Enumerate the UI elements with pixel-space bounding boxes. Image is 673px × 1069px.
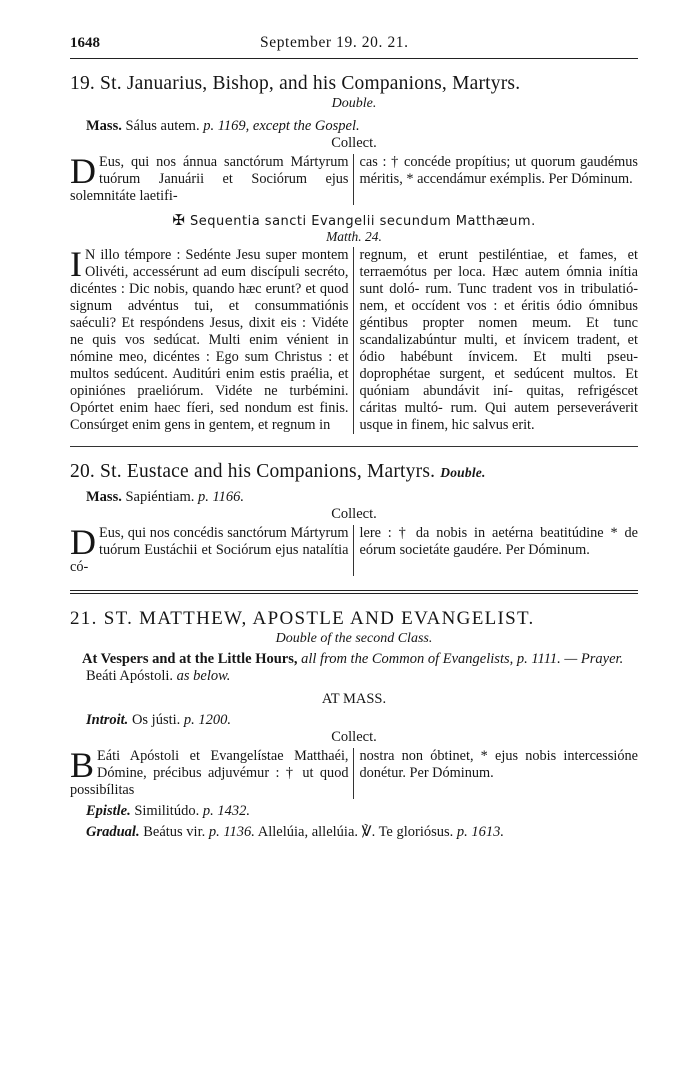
- vespers-note: all from the Common of Evangelists,: [301, 651, 514, 667]
- drop-cap: D: [70, 522, 96, 562]
- epistle-label: Epistle.: [86, 803, 131, 819]
- feast-title-21: 21. ST. MATTHEW, APOSTLE AND EVANGELIST.: [70, 608, 535, 629]
- collect-text-right: nostra non óbtinet, * ejus nobis intercessióne donétur. Per Dóminum.: [359, 748, 638, 781]
- collect-text-right: cas : † concéde propítius; ut quorum gaudémus méritis, * accendámur exémplis. Per Dóminum.: [359, 154, 638, 187]
- section-divider: [70, 446, 638, 447]
- feast-title-20: 20. St. Eustace and his Companions, Martyrs. Double.: [70, 461, 486, 482]
- prayer-label: Prayer.: [580, 651, 624, 667]
- feast-rank-20: Double.: [440, 465, 486, 480]
- vespers-page: p. 1111. —: [516, 651, 578, 667]
- page-number: 1648: [70, 35, 100, 51]
- double-divider: [70, 590, 638, 594]
- feast-rank-19: Double.: [331, 96, 377, 111]
- collect-heading-20: Collect.: [331, 506, 377, 522]
- feast-title-19: 19. St. Januarius, Bishop, and his Companions, Martyrs.: [70, 73, 521, 94]
- section-20: [70, 461, 638, 576]
- collect-21: [70, 745, 638, 799]
- collect-text-left: Eáti Apóstoli et Evangelístae Matthaéi, Dómine, précibus adjuvémur : † ut quod possibílitas: [70, 748, 349, 798]
- drop-cap: B: [70, 745, 95, 785]
- gradual-page: p. 1136.: [208, 824, 255, 840]
- mass-text: Sapiéntiam.: [125, 489, 195, 505]
- collect-heading-21: Collect.: [331, 729, 377, 745]
- introit-text: Os jústi.: [131, 712, 181, 728]
- prayer-text: Beáti Apóstoli.: [86, 668, 173, 684]
- running-title: September 19. 20. 21.: [260, 34, 409, 51]
- missal-page: [70, 34, 638, 841]
- collect-20: [70, 522, 638, 576]
- mass-text: Sálus autem.: [125, 118, 200, 134]
- collect-text-right: lere : † da nobis in aetérna beatitúdine * de eórum societáte gaudére. Per Dóminum.: [359, 525, 638, 558]
- mass-page: p. 1166.: [197, 489, 245, 505]
- gospel-heading: [70, 211, 638, 229]
- mass-label: Mass.: [86, 489, 122, 505]
- section-21: [70, 608, 638, 841]
- drop-cap: D: [70, 151, 96, 191]
- at-mass-heading: AT MASS.: [321, 691, 387, 707]
- collect-19: [70, 151, 638, 205]
- epistle-line: [70, 803, 638, 820]
- gospel-text-left: N illo témpore : Sedénte Jesu super montem Olivéti, accessérunt ad eum discípuli secréto, dicéntes : Dic nobis, quando hæc erunt? et quod signum advéntus tui, et consummatiónis saéculi? Et respóndens Jesus, dixit eis : Vidéte ne quis vos sedúcat. Multi enim vénient in nómine meo, dicéntes : Ego sum Christus : et multos sedúcent. Auditúri enim estis praélia, et opiniónes praeliórum. Vidéte ne turbémini. Opórtet enim haec fíeri, sed nondum est finis. Consúrget enim gens in gentem, et regnum in: [70, 247, 349, 433]
- introit-page: p. 1200.: [183, 712, 232, 728]
- introit-line: [70, 712, 638, 729]
- vespers-tail: as below.: [176, 668, 231, 684]
- epistle-page: p. 1432.: [202, 803, 250, 819]
- introit-label: Introit.: [86, 712, 129, 728]
- gradual-page-2: p. 1613.: [456, 824, 505, 840]
- gradual-versicle: ℣. Te gloriósus.: [361, 824, 454, 840]
- mass-note: except the Gospel.: [252, 118, 360, 134]
- epistle-text: Similitúdo.: [134, 803, 200, 819]
- collect-text-left: Eus, qui nos ánnua sanctórum Mártyrum tuórum Januárii et Sociórum ejus solemnitáte laetifi-: [70, 154, 349, 204]
- gradual-alleluia: Allelúia, allelúia.: [257, 824, 359, 840]
- gospel-text-right: regnum, et erunt pestiléntiae, et fames, et terraemótus per loca. Hæc autem ómnia inítia sunt doló- rum. Tunc tradent vos in tribulatió- nem, et occídent vos : et éritis ódio ómnibus géntibus propter nomen meum. Et tunc scandalizabúntur multi, et ínvicem tradent, et ódio habébunt ínvicem. Et multi pseu- doprophétae surgent, et sedúcent multos. Et quóniam abundávit iní- quitas, refrigéscet cáritas multó- rum. Qui autem perseveráverit usque in finem, hic salvus erit.: [359, 247, 638, 433]
- gradual-label: Gradual.: [86, 824, 140, 840]
- mass-page: p. 1169,: [203, 118, 250, 134]
- vespers-label: At Vespers and at the Little Hours,: [82, 651, 298, 667]
- mass-label: Mass.: [86, 118, 122, 134]
- collect-heading-19: Collect.: [331, 135, 377, 151]
- collect-text-left: Eus, qui nos concédis sanctórum Mártyrum tuórum Eustáchii et Sociórum ejus natalítia có-: [70, 525, 349, 575]
- cross-icon: ✠: [172, 211, 186, 229]
- gospel-heading-text: Sequentia sancti Evangelii secundum Matthæum.: [190, 214, 536, 229]
- gospel-19: [70, 244, 638, 434]
- mass-line-19: [70, 118, 638, 135]
- gospel-reference: Matth. 24.: [326, 229, 382, 244]
- gradual-text: Beátus vir.: [143, 824, 206, 840]
- gradual-line: [70, 824, 638, 841]
- mass-line-20: [70, 489, 638, 506]
- feast-rank-21: Double of the second Class.: [275, 631, 433, 646]
- running-head: [70, 34, 638, 59]
- vespers-rubric: [70, 651, 638, 685]
- drop-cap: I: [70, 244, 82, 284]
- section-19: [70, 73, 638, 434]
